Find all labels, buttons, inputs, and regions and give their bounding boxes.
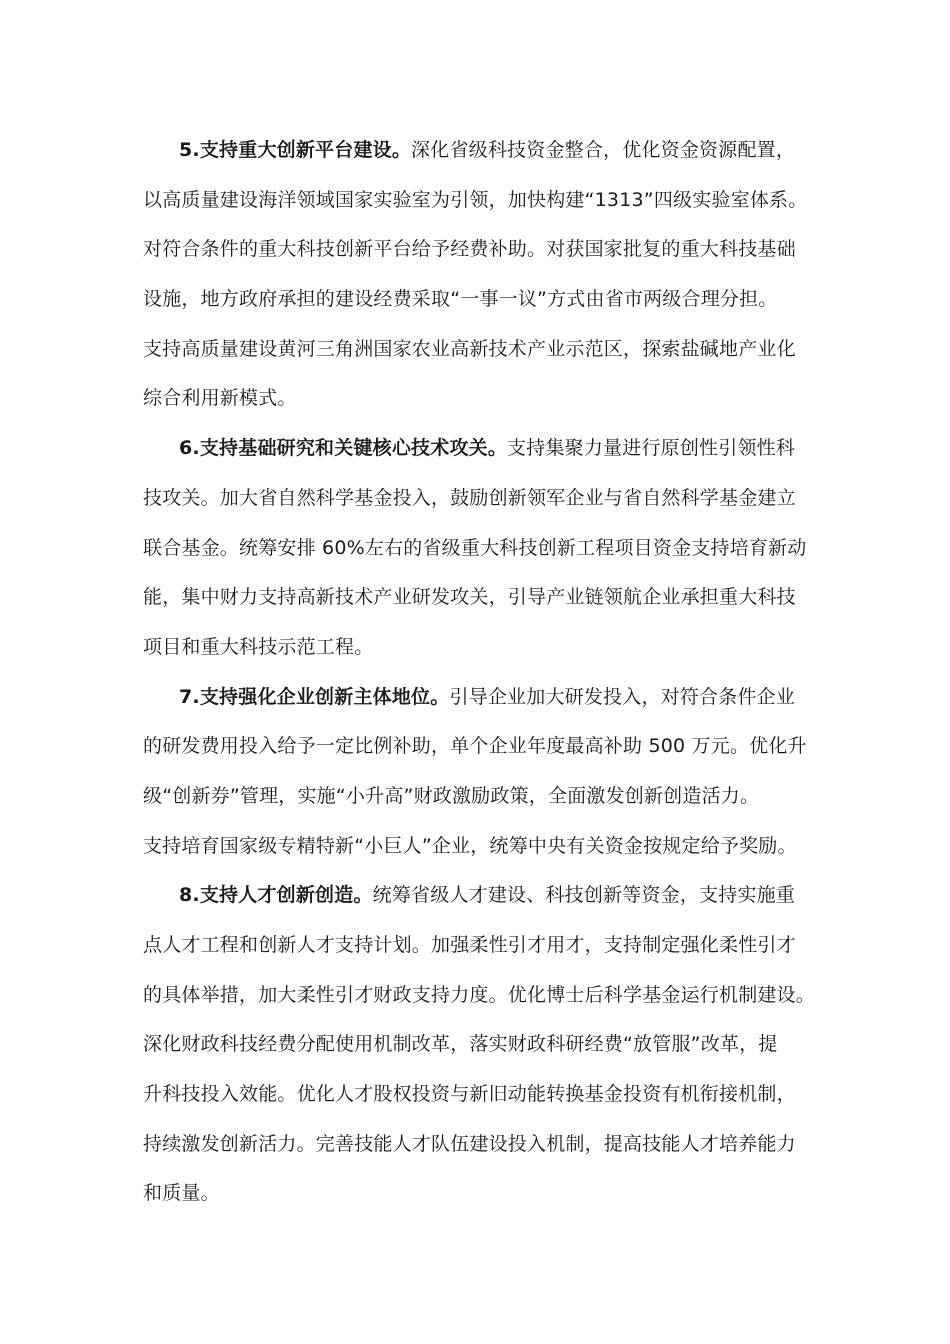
text-line: 点人才工程和创新人才支持计划。加强柔性引才用才，支持制定强化柔性引才 (143, 934, 796, 956)
section-heading: 7.支持强化企业创新主体地位。 (179, 685, 450, 708)
section-first-line (143, 673, 823, 723)
text-line: 技攻关。加大省自然科学基金投入，鼓励创新领军企业与省自然科学基金建立 (143, 486, 796, 509)
document-body (143, 126, 823, 1219)
text-line: 级“创新券”管理，实施“小升高”财政激励政策，全面激发创新创造活力。 (143, 784, 760, 807)
section-first-line (143, 126, 823, 176)
section-first-line (143, 424, 823, 474)
text-line: 联合基金。统筹安排 60%左右的省级重大科技创新工程项目资金支持培育新动 (143, 536, 807, 559)
section-text: 支持集聚力量进行原创性引领性科 (507, 437, 796, 460)
text-line: 的具体举措，加大柔性引才财政支持力度。优化博士后科学基金运行机制建设。 (143, 983, 816, 1006)
section-5 (143, 126, 823, 424)
section-6 (143, 424, 823, 672)
text-line: 深化财政科技经费分配使用机制改革，落实财政科研经费“放管服”改革，提 (143, 1033, 778, 1056)
text-line: 持续激发创新活力。完善技能人才队伍建设投入机制，提高技能人才培养能力 (143, 1132, 796, 1155)
section-8 (143, 871, 823, 1219)
text-line: 和质量。 (143, 1182, 220, 1205)
text-line: 能，集中财力支持高新技术产业研发攻关，引导产业链领航企业承担重大科技 (143, 586, 796, 609)
text-line: 以高质量建设海洋领域国家实验室为引领，加快构建“1313”四级实验室体系。 (143, 188, 808, 211)
text-line: 支持高质量建设黄河三角洲国家农业高新技术产业示范区，探索盐碱地产业化 (143, 337, 796, 360)
section-heading: 6.支持基础研究和关键核心技术攻关。 (179, 437, 508, 460)
section-text: 深化省级科技资金整合，优化资金资源配置， (411, 139, 796, 161)
section-first-line (143, 871, 823, 921)
section-heading: 5.支持重大创新平台建设。 (179, 139, 412, 161)
text-line: 项目和重大科技示范工程。 (143, 635, 374, 658)
section-7 (143, 673, 823, 872)
text-line: 设施，地方政府承担的建设经费采取“一事一议”方式由省市两级合理分担。 (143, 288, 778, 311)
text-line: 的研发费用投入给予一定比例补助，单个企业年度最高补助 500 万元。优化升 (143, 735, 807, 758)
text-line: 对符合条件的重大科技创新平台给予经费补助。对获国家批复的重大科技基础 (143, 238, 796, 261)
section-heading: 8.支持人才创新创造。 (179, 884, 373, 907)
text-line: 综合利用新模式。 (143, 387, 297, 410)
section-text: 统筹省级人才建设、科技创新等资金，支持实施重 (372, 884, 796, 907)
text-line: 升科技投入效能。优化人才股权投资与新旧动能转换基金投资有机衔接机制， (143, 1083, 796, 1106)
text-line: 支持培育国家级专精特新“小巨人”企业，统筹中央有关资金按规定给予奖励。 (143, 834, 797, 857)
section-text: 引导企业加大研发投入，对符合条件企业 (449, 685, 796, 708)
